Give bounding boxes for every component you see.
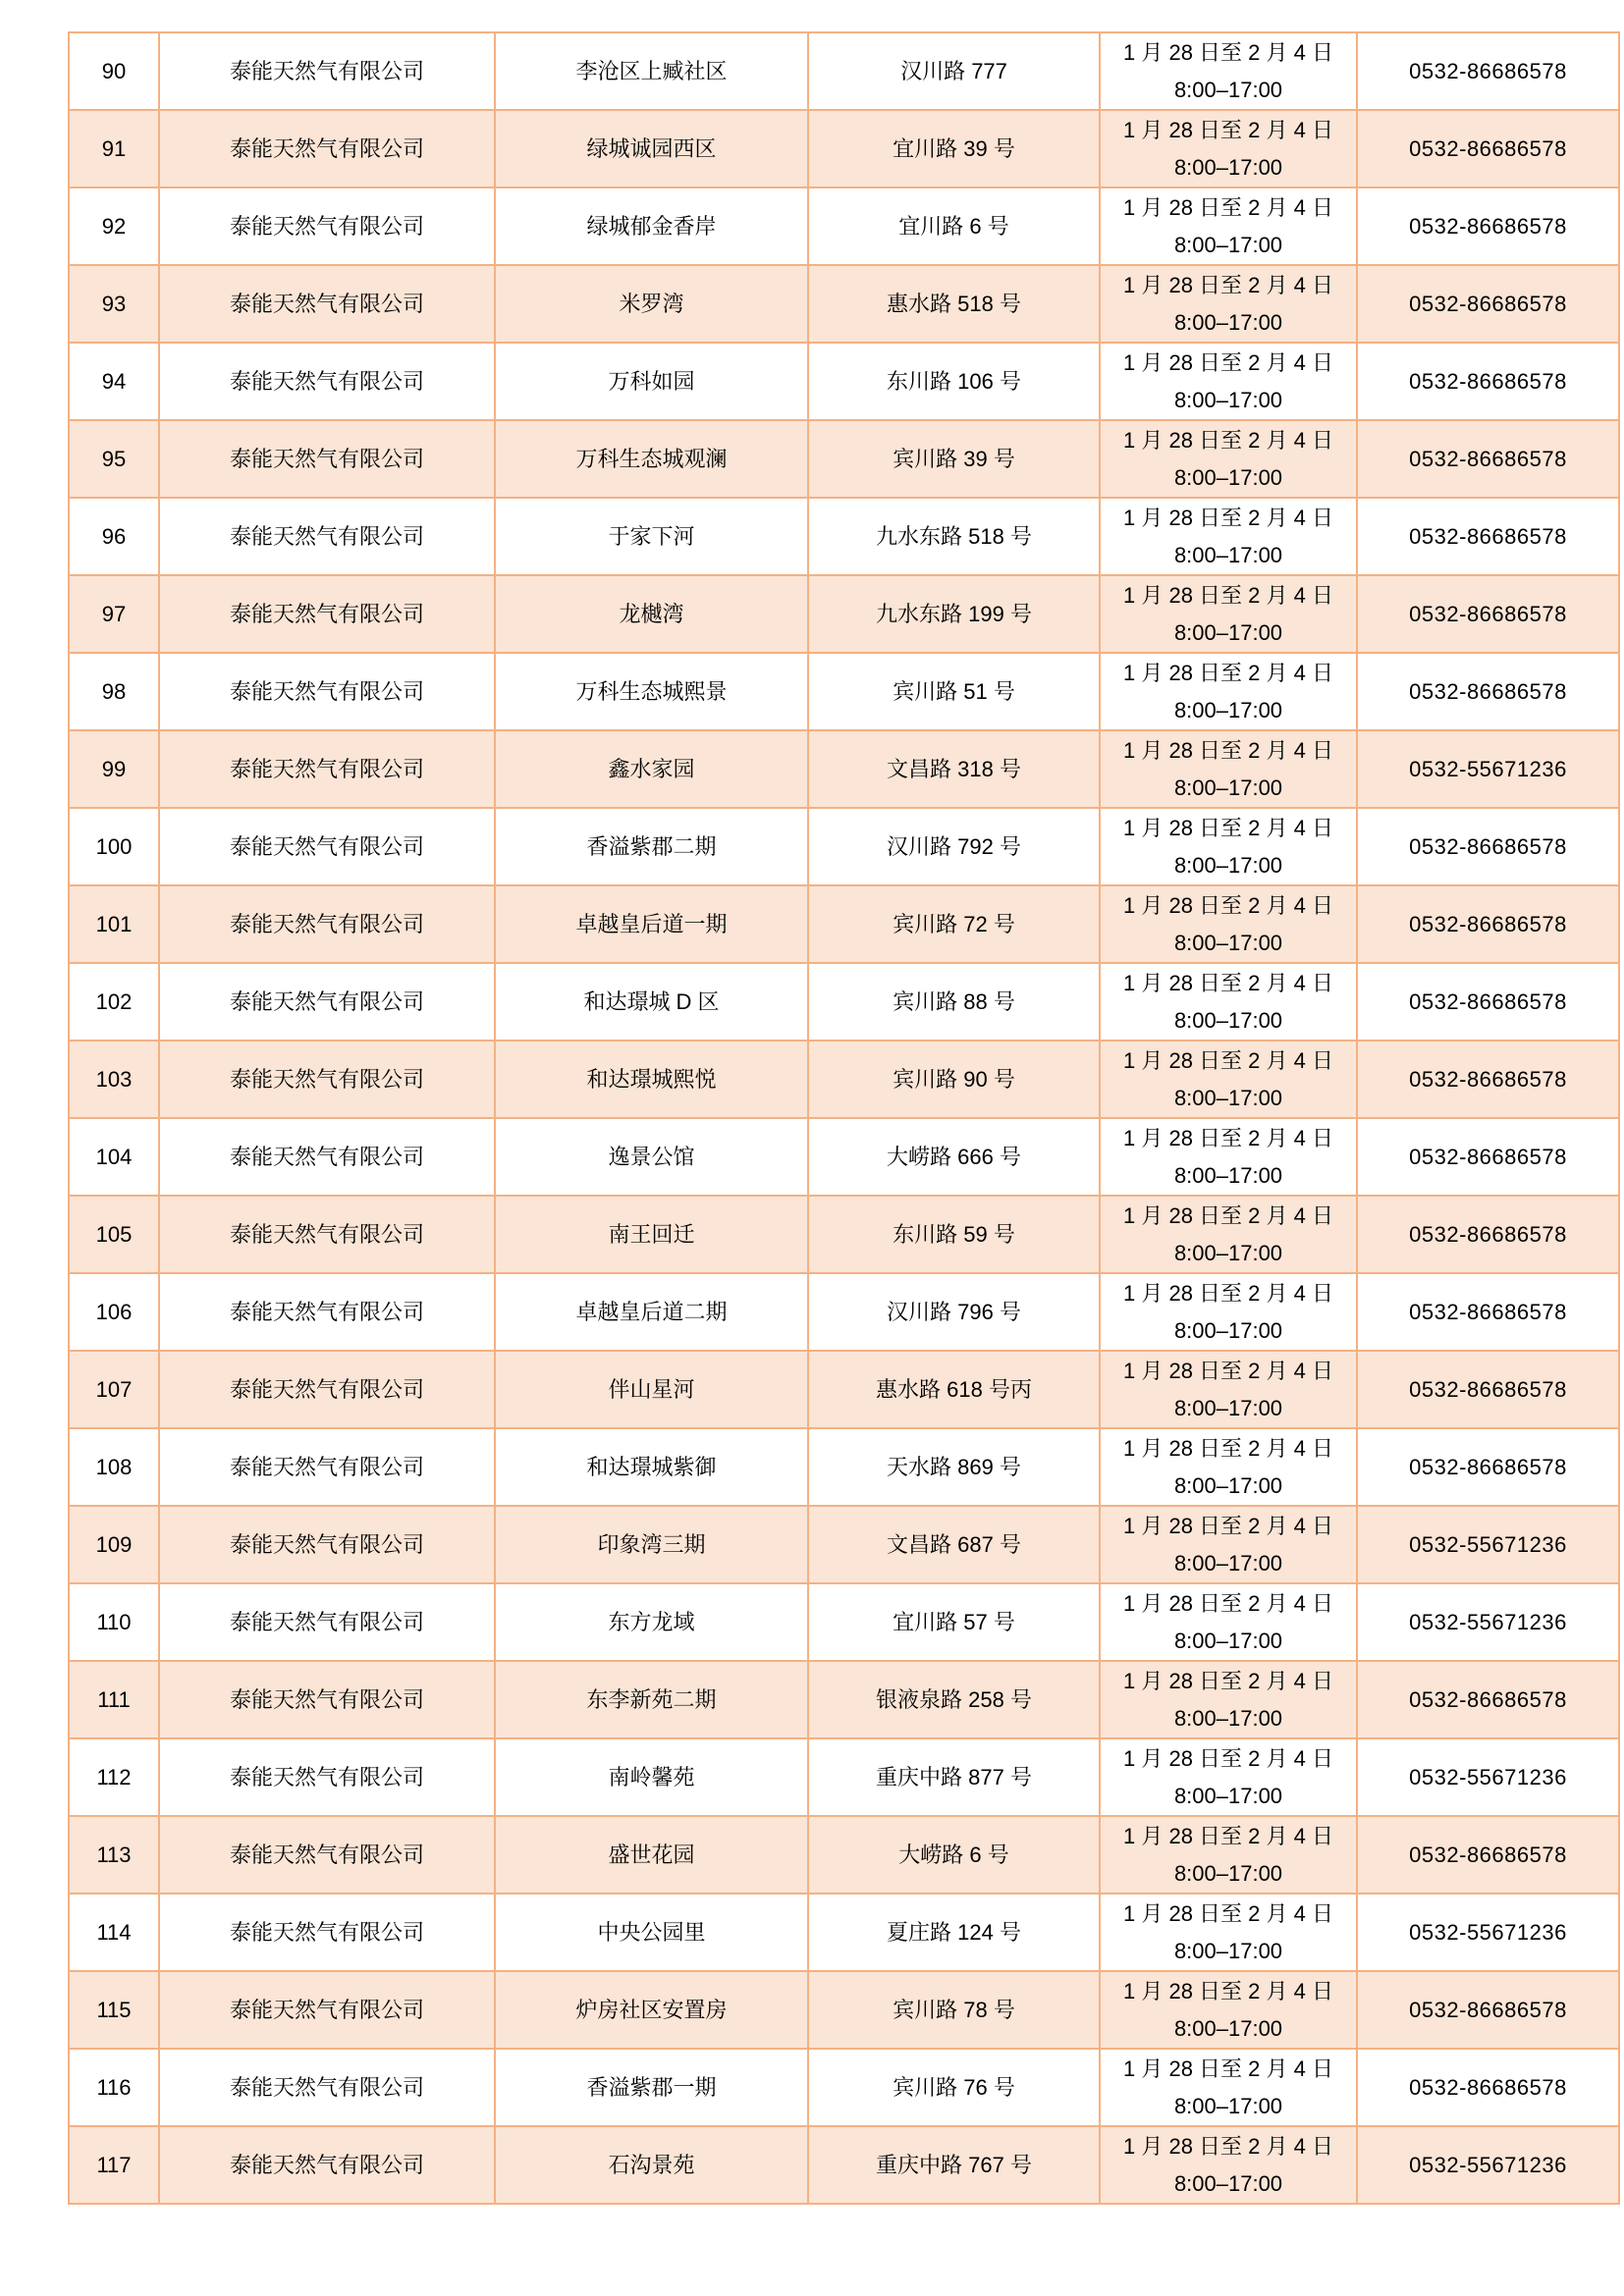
service-hours: 8:00–17:00 xyxy=(1173,309,1283,335)
community-cell: 香溢紫郡二期 xyxy=(495,808,808,885)
community-cell: 和达璟城紫御 xyxy=(495,1428,808,1506)
service-hours: 8:00–17:00 xyxy=(1173,1007,1283,1033)
phone-cell: 0532-86686578 xyxy=(1357,1661,1619,1738)
service-hours: 8:00–17:00 xyxy=(1173,1628,1283,1653)
service-date-range: 1 月 28 日至 2 月 4 日 xyxy=(1123,2056,1333,2081)
service-date-range: 1 月 28 日至 2 月 4 日 xyxy=(1123,1745,1333,1771)
company-cell: 泰能天然气有限公司 xyxy=(159,730,495,808)
address-cell: 惠水路 618 号丙 xyxy=(808,1351,1100,1428)
phone-cell: 0532-55671236 xyxy=(1357,1738,1619,1816)
company-cell: 泰能天然气有限公司 xyxy=(159,343,495,420)
service-hours: 8:00–17:00 xyxy=(1173,1783,1283,1808)
service-date-range: 1 月 28 日至 2 月 4 日 xyxy=(1123,892,1333,918)
address-cell: 惠水路 518 号 xyxy=(808,265,1100,343)
service-period-cell xyxy=(1100,730,1357,808)
address-cell: 文昌路 318 号 xyxy=(808,730,1100,808)
address-cell: 宾川路 76 号 xyxy=(808,2049,1100,2126)
phone-cell: 0532-86686578 xyxy=(1357,808,1619,885)
company-cell: 泰能天然气有限公司 xyxy=(159,1196,495,1273)
row-number-cell: 103 xyxy=(69,1041,159,1118)
service-date-range: 1 月 28 日至 2 月 4 日 xyxy=(1123,1668,1333,1693)
address-cell: 重庆中路 767 号 xyxy=(808,2126,1100,2204)
service-period-cell xyxy=(1100,653,1357,730)
address-cell: 宜川路 39 号 xyxy=(808,110,1100,187)
service-hours: 8:00–17:00 xyxy=(1173,1938,1283,1963)
company-cell: 泰能天然气有限公司 xyxy=(159,1583,495,1661)
service-period-cell xyxy=(1100,575,1357,653)
phone-cell: 0532-86686578 xyxy=(1357,1273,1619,1351)
phone-cell: 0532-55671236 xyxy=(1357,730,1619,808)
row-number-cell: 110 xyxy=(69,1583,159,1661)
gas-stations-table-body xyxy=(69,32,1619,2204)
row-number-cell: 105 xyxy=(69,1196,159,1273)
phone-cell: 0532-55671236 xyxy=(1357,2126,1619,2204)
community-cell: 李沧区上臧社区 xyxy=(495,32,808,110)
table-row xyxy=(69,1971,1619,2049)
service-hours: 8:00–17:00 xyxy=(1173,2093,1283,2118)
phone-cell: 0532-55671236 xyxy=(1357,1894,1619,1971)
service-period-cell xyxy=(1100,1661,1357,1738)
community-cell: 炉房社区安置房 xyxy=(495,1971,808,2049)
community-cell: 中央公园里 xyxy=(495,1894,808,1971)
row-number-cell: 91 xyxy=(69,110,159,187)
company-cell: 泰能天然气有限公司 xyxy=(159,1118,495,1196)
company-cell: 泰能天然气有限公司 xyxy=(159,2049,495,2126)
address-cell: 天水路 869 号 xyxy=(808,1428,1100,1506)
service-period-cell xyxy=(1100,2049,1357,2126)
community-cell: 和达璟城 D 区 xyxy=(495,963,808,1041)
company-cell: 泰能天然气有限公司 xyxy=(159,187,495,265)
service-hours: 8:00–17:00 xyxy=(1173,77,1283,102)
table-row xyxy=(69,1738,1619,1816)
service-hours: 8:00–17:00 xyxy=(1173,1240,1283,1265)
address-cell: 九水东路 199 号 xyxy=(808,575,1100,653)
company-cell: 泰能天然气有限公司 xyxy=(159,1971,495,2049)
service-date-range: 1 月 28 日至 2 月 4 日 xyxy=(1123,660,1333,685)
row-number-cell: 117 xyxy=(69,2126,159,2204)
company-cell: 泰能天然气有限公司 xyxy=(159,1351,495,1428)
service-period-cell xyxy=(1100,187,1357,265)
community-cell: 万科如园 xyxy=(495,343,808,420)
company-cell: 泰能天然气有限公司 xyxy=(159,1738,495,1816)
community-cell: 东方龙域 xyxy=(495,1583,808,1661)
company-cell: 泰能天然气有限公司 xyxy=(159,653,495,730)
table-row xyxy=(69,730,1619,808)
service-period-cell xyxy=(1100,1196,1357,1273)
company-cell: 泰能天然气有限公司 xyxy=(159,1506,495,1583)
row-number-cell: 101 xyxy=(69,885,159,963)
community-cell: 卓越皇后道一期 xyxy=(495,885,808,963)
table-row xyxy=(69,110,1619,187)
table-row xyxy=(69,1894,1619,1971)
community-cell: 米罗湾 xyxy=(495,265,808,343)
row-number-cell: 111 xyxy=(69,1661,159,1738)
service-period-cell xyxy=(1100,498,1357,575)
table-row xyxy=(69,808,1619,885)
company-cell: 泰能天然气有限公司 xyxy=(159,110,495,187)
phone-cell: 0532-55671236 xyxy=(1357,1583,1619,1661)
company-cell: 泰能天然气有限公司 xyxy=(159,575,495,653)
service-hours: 8:00–17:00 xyxy=(1173,464,1283,490)
service-hours: 8:00–17:00 xyxy=(1173,930,1283,955)
address-cell: 宾川路 51 号 xyxy=(808,653,1100,730)
address-cell: 汉川路 796 号 xyxy=(808,1273,1100,1351)
phone-cell: 0532-86686578 xyxy=(1357,498,1619,575)
service-hours: 8:00–17:00 xyxy=(1173,774,1283,800)
service-period-cell xyxy=(1100,1583,1357,1661)
service-date-range: 1 月 28 日至 2 月 4 日 xyxy=(1123,1280,1333,1306)
company-cell: 泰能天然气有限公司 xyxy=(159,32,495,110)
row-number-cell: 97 xyxy=(69,575,159,653)
phone-cell: 0532-86686578 xyxy=(1357,110,1619,187)
row-number-cell: 113 xyxy=(69,1816,159,1894)
address-cell: 东川路 106 号 xyxy=(808,343,1100,420)
community-cell: 印象湾三期 xyxy=(495,1506,808,1583)
row-number-cell: 96 xyxy=(69,498,159,575)
phone-cell: 0532-86686578 xyxy=(1357,32,1619,110)
table-row xyxy=(69,1351,1619,1428)
table-row xyxy=(69,1816,1619,1894)
row-number-cell: 92 xyxy=(69,187,159,265)
row-number-cell: 98 xyxy=(69,653,159,730)
phone-cell: 0532-86686578 xyxy=(1357,1816,1619,1894)
phone-cell: 0532-86686578 xyxy=(1357,963,1619,1041)
service-hours: 8:00–17:00 xyxy=(1173,1550,1283,1575)
service-date-range: 1 月 28 日至 2 月 4 日 xyxy=(1123,272,1333,297)
service-date-range: 1 月 28 日至 2 月 4 日 xyxy=(1123,39,1333,65)
service-period-cell xyxy=(1100,1738,1357,1816)
row-number-cell: 99 xyxy=(69,730,159,808)
service-period-cell xyxy=(1100,2126,1357,2204)
address-cell: 银液泉路 258 号 xyxy=(808,1661,1100,1738)
company-cell: 泰能天然气有限公司 xyxy=(159,1816,495,1894)
service-period-cell xyxy=(1100,1041,1357,1118)
row-number-cell: 93 xyxy=(69,265,159,343)
table-row xyxy=(69,343,1619,420)
row-number-cell: 104 xyxy=(69,1118,159,1196)
table-row xyxy=(69,265,1619,343)
address-cell: 宜川路 57 号 xyxy=(808,1583,1100,1661)
phone-cell: 0532-86686578 xyxy=(1357,1428,1619,1506)
service-hours: 8:00–17:00 xyxy=(1173,1705,1283,1731)
company-cell: 泰能天然气有限公司 xyxy=(159,420,495,498)
company-cell: 泰能天然气有限公司 xyxy=(159,1894,495,1971)
row-number-cell: 90 xyxy=(69,32,159,110)
service-date-range: 1 月 28 日至 2 月 4 日 xyxy=(1123,1978,1333,2003)
service-date-range: 1 月 28 日至 2 月 4 日 xyxy=(1123,505,1333,530)
service-period-cell xyxy=(1100,265,1357,343)
service-period-cell xyxy=(1100,420,1357,498)
phone-cell: 0532-86686578 xyxy=(1357,187,1619,265)
table-row xyxy=(69,1196,1619,1273)
service-period-cell xyxy=(1100,343,1357,420)
table-row xyxy=(69,420,1619,498)
row-number-cell: 100 xyxy=(69,808,159,885)
service-period-cell xyxy=(1100,110,1357,187)
address-cell: 夏庄路 124 号 xyxy=(808,1894,1100,1971)
table-row xyxy=(69,498,1619,575)
service-period-cell xyxy=(1100,1273,1357,1351)
community-cell: 香溢紫郡一期 xyxy=(495,2049,808,2126)
community-cell: 东李新苑二期 xyxy=(495,1661,808,1738)
address-cell: 宾川路 39 号 xyxy=(808,420,1100,498)
service-date-range: 1 月 28 日至 2 月 4 日 xyxy=(1123,349,1333,375)
address-cell: 宾川路 72 号 xyxy=(808,885,1100,963)
service-date-range: 1 月 28 日至 2 月 4 日 xyxy=(1123,737,1333,763)
community-cell: 绿城诚园西区 xyxy=(495,110,808,187)
phone-cell: 0532-86686578 xyxy=(1357,343,1619,420)
company-cell: 泰能天然气有限公司 xyxy=(159,963,495,1041)
service-date-range: 1 月 28 日至 2 月 4 日 xyxy=(1123,1900,1333,1926)
service-period-cell xyxy=(1100,885,1357,963)
service-date-range: 1 月 28 日至 2 月 4 日 xyxy=(1123,970,1333,995)
service-period-cell xyxy=(1100,1428,1357,1506)
community-cell: 伴山星河 xyxy=(495,1351,808,1428)
service-date-range: 1 月 28 日至 2 月 4 日 xyxy=(1123,1125,1333,1150)
community-cell: 龙樾湾 xyxy=(495,575,808,653)
company-cell: 泰能天然气有限公司 xyxy=(159,1661,495,1738)
table-row xyxy=(69,32,1619,110)
table-row xyxy=(69,1041,1619,1118)
community-cell: 鑫水家园 xyxy=(495,730,808,808)
phone-cell: 0532-86686578 xyxy=(1357,1351,1619,1428)
gas-service-schedule-table xyxy=(68,31,1620,2205)
table-row xyxy=(69,1506,1619,1583)
service-hours: 8:00–17:00 xyxy=(1173,1085,1283,1110)
service-period-cell xyxy=(1100,1506,1357,1583)
phone-cell: 0532-86686578 xyxy=(1357,1971,1619,2049)
address-cell: 宜川路 6 号 xyxy=(808,187,1100,265)
row-number-cell: 116 xyxy=(69,2049,159,2126)
service-date-range: 1 月 28 日至 2 月 4 日 xyxy=(1123,1590,1333,1616)
community-cell: 逸景公馆 xyxy=(495,1118,808,1196)
service-hours: 8:00–17:00 xyxy=(1173,1395,1283,1420)
address-cell: 大崂路 666 号 xyxy=(808,1118,1100,1196)
table-row xyxy=(69,1583,1619,1661)
service-hours: 8:00–17:00 xyxy=(1173,154,1283,180)
service-date-range: 1 月 28 日至 2 月 4 日 xyxy=(1123,427,1333,453)
phone-cell: 0532-86686578 xyxy=(1357,265,1619,343)
row-number-cell: 108 xyxy=(69,1428,159,1506)
service-date-range: 1 月 28 日至 2 月 4 日 xyxy=(1123,582,1333,608)
company-cell: 泰能天然气有限公司 xyxy=(159,1273,495,1351)
table-row xyxy=(69,2049,1619,2126)
address-cell: 汉川路 777 xyxy=(808,32,1100,110)
address-cell: 宾川路 78 号 xyxy=(808,1971,1100,2049)
address-cell: 重庆中路 877 号 xyxy=(808,1738,1100,1816)
phone-cell: 0532-55671236 xyxy=(1357,1506,1619,1583)
phone-cell: 0532-86686578 xyxy=(1357,575,1619,653)
service-hours: 8:00–17:00 xyxy=(1173,387,1283,412)
row-number-cell: 102 xyxy=(69,963,159,1041)
row-number-cell: 112 xyxy=(69,1738,159,1816)
community-cell: 万科生态城熙景 xyxy=(495,653,808,730)
company-cell: 泰能天然气有限公司 xyxy=(159,885,495,963)
address-cell: 汉川路 792 号 xyxy=(808,808,1100,885)
service-period-cell xyxy=(1100,32,1357,110)
company-cell: 泰能天然气有限公司 xyxy=(159,498,495,575)
company-cell: 泰能天然气有限公司 xyxy=(159,1041,495,1118)
table-row xyxy=(69,187,1619,265)
service-period-cell xyxy=(1100,963,1357,1041)
service-hours: 8:00–17:00 xyxy=(1173,619,1283,645)
row-number-cell: 107 xyxy=(69,1351,159,1428)
service-hours: 8:00–17:00 xyxy=(1173,1317,1283,1343)
phone-cell: 0532-86686578 xyxy=(1357,1196,1619,1273)
service-date-range: 1 月 28 日至 2 月 4 日 xyxy=(1123,1202,1333,1228)
company-cell: 泰能天然气有限公司 xyxy=(159,2126,495,2204)
row-number-cell: 95 xyxy=(69,420,159,498)
community-cell: 卓越皇后道二期 xyxy=(495,1273,808,1351)
address-cell: 东川路 59 号 xyxy=(808,1196,1100,1273)
community-cell: 绿城郁金香岸 xyxy=(495,187,808,265)
service-date-range: 1 月 28 日至 2 月 4 日 xyxy=(1123,815,1333,840)
phone-cell: 0532-86686578 xyxy=(1357,1118,1619,1196)
table-row xyxy=(69,653,1619,730)
address-cell: 宾川路 90 号 xyxy=(808,1041,1100,1118)
service-period-cell xyxy=(1100,1894,1357,1971)
service-hours: 8:00–17:00 xyxy=(1173,232,1283,257)
service-hours: 8:00–17:00 xyxy=(1173,2015,1283,2041)
address-cell: 大崂路 6 号 xyxy=(808,1816,1100,1894)
address-cell: 九水东路 518 号 xyxy=(808,498,1100,575)
table-row xyxy=(69,885,1619,963)
service-date-range: 1 月 28 日至 2 月 4 日 xyxy=(1123,1513,1333,1538)
service-date-range: 1 月 28 日至 2 月 4 日 xyxy=(1123,117,1333,142)
service-period-cell xyxy=(1100,1816,1357,1894)
row-number-cell: 115 xyxy=(69,1971,159,2049)
company-cell: 泰能天然气有限公司 xyxy=(159,265,495,343)
community-cell: 南岭馨苑 xyxy=(495,1738,808,1816)
service-date-range: 1 月 28 日至 2 月 4 日 xyxy=(1123,1358,1333,1383)
service-period-cell xyxy=(1100,1971,1357,2049)
row-number-cell: 106 xyxy=(69,1273,159,1351)
phone-cell: 0532-86686578 xyxy=(1357,420,1619,498)
community-cell: 南王回迁 xyxy=(495,1196,808,1273)
table-row xyxy=(69,575,1619,653)
company-cell: 泰能天然气有限公司 xyxy=(159,1428,495,1506)
service-hours: 8:00–17:00 xyxy=(1173,1860,1283,1886)
table-row xyxy=(69,1428,1619,1506)
table-row xyxy=(69,963,1619,1041)
service-period-cell xyxy=(1100,1351,1357,1428)
phone-cell: 0532-86686578 xyxy=(1357,2049,1619,2126)
service-hours: 8:00–17:00 xyxy=(1173,697,1283,722)
service-hours: 8:00–17:00 xyxy=(1173,2170,1283,2196)
service-date-range: 1 月 28 日至 2 月 4 日 xyxy=(1123,2133,1333,2159)
phone-cell: 0532-86686578 xyxy=(1357,653,1619,730)
service-date-range: 1 月 28 日至 2 月 4 日 xyxy=(1123,194,1333,220)
table-row xyxy=(69,2126,1619,2204)
service-hours: 8:00–17:00 xyxy=(1173,542,1283,567)
community-cell: 盛世花园 xyxy=(495,1816,808,1894)
service-date-range: 1 月 28 日至 2 月 4 日 xyxy=(1123,1047,1333,1073)
service-date-range: 1 月 28 日至 2 月 4 日 xyxy=(1123,1823,1333,1848)
table-row xyxy=(69,1661,1619,1738)
address-cell: 文昌路 687 号 xyxy=(808,1506,1100,1583)
table-row xyxy=(69,1273,1619,1351)
service-hours: 8:00–17:00 xyxy=(1173,1472,1283,1498)
community-cell: 万科生态城观澜 xyxy=(495,420,808,498)
community-cell: 于家下河 xyxy=(495,498,808,575)
address-cell: 宾川路 88 号 xyxy=(808,963,1100,1041)
phone-cell: 0532-86686578 xyxy=(1357,885,1619,963)
row-number-cell: 94 xyxy=(69,343,159,420)
phone-cell: 0532-86686578 xyxy=(1357,1041,1619,1118)
community-cell: 石沟景苑 xyxy=(495,2126,808,2204)
table-row xyxy=(69,1118,1619,1196)
community-cell: 和达璟城熙悦 xyxy=(495,1041,808,1118)
service-period-cell xyxy=(1100,1118,1357,1196)
service-hours: 8:00–17:00 xyxy=(1173,1162,1283,1188)
company-cell: 泰能天然气有限公司 xyxy=(159,808,495,885)
row-number-cell: 114 xyxy=(69,1894,159,1971)
service-period-cell xyxy=(1100,808,1357,885)
service-hours: 8:00–17:00 xyxy=(1173,852,1283,878)
row-number-cell: 109 xyxy=(69,1506,159,1583)
service-date-range: 1 月 28 日至 2 月 4 日 xyxy=(1123,1435,1333,1461)
